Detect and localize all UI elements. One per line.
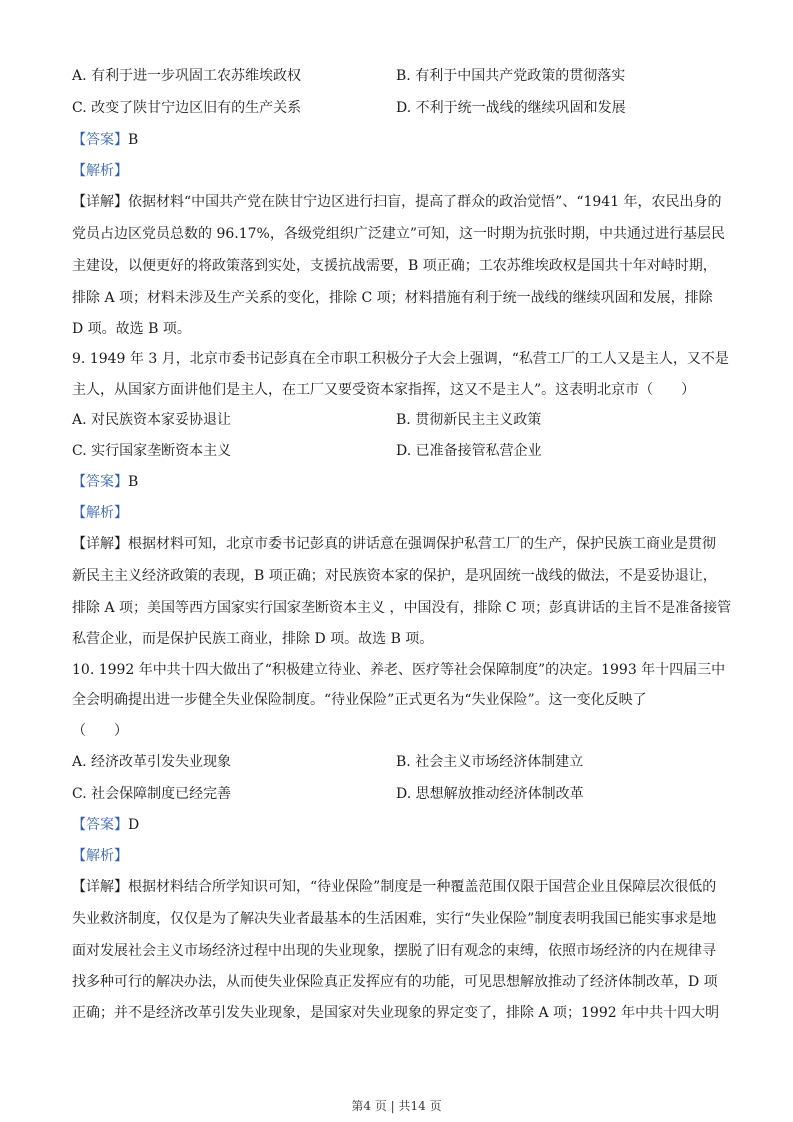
q9-option-b: B. 贯彻新民主主义政策: [396, 412, 542, 428]
q8-option-c: C. 改变了陕甘宁边区旧有的生产关系: [72, 100, 302, 116]
q8-detail-line: 【详解】依据材料“中国共产党在陕甘宁边区进行扫盲，提高了群众的政治觉悟”、“1941 年，农民出身的: [72, 194, 722, 210]
q9-stem-line: 9. 1949 年 3 月，北京市委书记彭真在全市职工积极分子大会上强调，“私营工厂的工人又是主人，又不是: [72, 351, 729, 367]
q9-analysis-tag: 【解析】: [72, 505, 128, 521]
detail-tag: 【详解】: [72, 879, 128, 895]
q8-detail-line: D 项。故选 B 项。: [72, 321, 191, 337]
answer-tag: 【答案】: [72, 817, 128, 833]
answer-tag: 【答案】: [72, 474, 128, 490]
q9-answer: [72, 472, 722, 492]
answer-value: B: [128, 474, 139, 490]
q10-stem-line: （ ）: [72, 723, 128, 739]
q10-detail-line: 【详解】根据材料结合所学知识可知，“待业保险”制度是一种覆盖范围仅限于国营企业且保障层次很低的: [72, 879, 717, 895]
q8-detail-line: 主建设，以便更好的将政策落到实处，支援抗战需要，B 项正确；工农苏维埃政权是国共十年对峙时期，: [72, 258, 717, 274]
q9-detail-line: 【详解】根据材料可知，北京市委书记彭真的讲话意在强调保护私营工厂的生产，保护民族工商业是贯彻: [72, 536, 716, 552]
q10-detail-line: 找多种可行的解决办法，从而使失业保险真正发挥应有的功能，可见思想解放推动了经济体制改革，D 项: [72, 974, 718, 990]
q10-option-c: C. 社会保障制度已经完善: [72, 786, 232, 802]
page-footer: 第4 页 | 共14 页: [351, 1099, 442, 1113]
q8-answer: [72, 130, 722, 150]
detail-tag: 【详解】: [72, 536, 128, 552]
q8-option-b: B. 有利于中国共产党政策的贯彻落实: [396, 68, 626, 84]
q10-analysis-tag: 【解析】: [72, 848, 128, 864]
q10-option-d: D. 思想解放推动经济体制改革: [396, 786, 584, 802]
q10-detail-line: 失业救济制度，仅仅是为了解决失业者最基本的生活困难，实行“失业保险”制度表明我国已能实事求是地: [72, 911, 717, 927]
q9-stem-line: 主人，从国家方面讲他们是主人，在工厂又要受资本家指挥，这又不是主人”。这表明北京市（ ）: [72, 382, 696, 398]
q8-option-a: A. 有利于进一步巩固工农苏维埃政权: [72, 68, 302, 84]
q9-option-d: D. 已准备接管私营企业: [396, 443, 542, 459]
q10-detail-line: 面对发展社会主义市场经济过程中出现的失业现象，摆脱了旧有观念的束缚，依照市场经济的内在规律寻: [72, 943, 716, 959]
q9-option-c: C. 实行国家垄断资本主义: [72, 443, 232, 459]
q10-answer: [72, 815, 722, 835]
q9-detail-line: 新民主主义经济政策的表现，B 项正确；对民族资本家的保护，是巩固统一战线的做法，不是妥协退让，: [72, 568, 717, 584]
q10-stem-line: 10. 1992 年中共十四大做出了“积极建立待业、养老、医疗等社会保障制度”的决定。1993 年十四届三中: [72, 662, 726, 678]
q9-option-a: A. 对民族资本家妥协退让: [72, 412, 232, 428]
answer-tag: 【答案】: [72, 132, 128, 148]
q8-option-d: D. 不利于统一战线的继续巩固和发展: [396, 100, 626, 116]
answer-value: B: [128, 132, 139, 148]
detail-tag: 【详解】: [72, 194, 128, 210]
q8-detail-line: 排除 A 项；材料未涉及生产关系的变化，排除 C 项；材料措施有利于统一战线的继续巩固和发展，排除: [72, 290, 713, 306]
q10-option-a: A. 经济改革引发失业现象: [72, 754, 232, 770]
q8-detail-line: 党员占边区党员总数的 96.17%，各级党组织广泛建立”可知，这一时期为抗张时期，中共通过进行基层民: [72, 226, 725, 242]
answer-value: D: [128, 817, 140, 833]
q8-analysis-tag: 【解析】: [72, 163, 128, 179]
q10-option-b: B. 社会主义市场经济体制建立: [396, 754, 584, 770]
q9-detail-line: 私营企业，而是保护民族工商业，排除 D 项。故选 B 项。: [72, 631, 434, 647]
q10-stem-line: 全会明确提出进一步健全失业保险制度。“待业保险”正式更名为“失业保险”。这一变化反映了: [72, 692, 647, 708]
q10-detail-line: 正确；并不是经济改革引发失业现象，是国家对失业现象的界定变了，排除 A 项；1992 年中共十四大明: [72, 1005, 720, 1021]
q9-detail-line: 排除 A 项；美国等西方国家实行国家垄断资本主义 ，中国没有，排除 C 项；彭真讲话的主旨不是准备接管: [72, 600, 732, 616]
